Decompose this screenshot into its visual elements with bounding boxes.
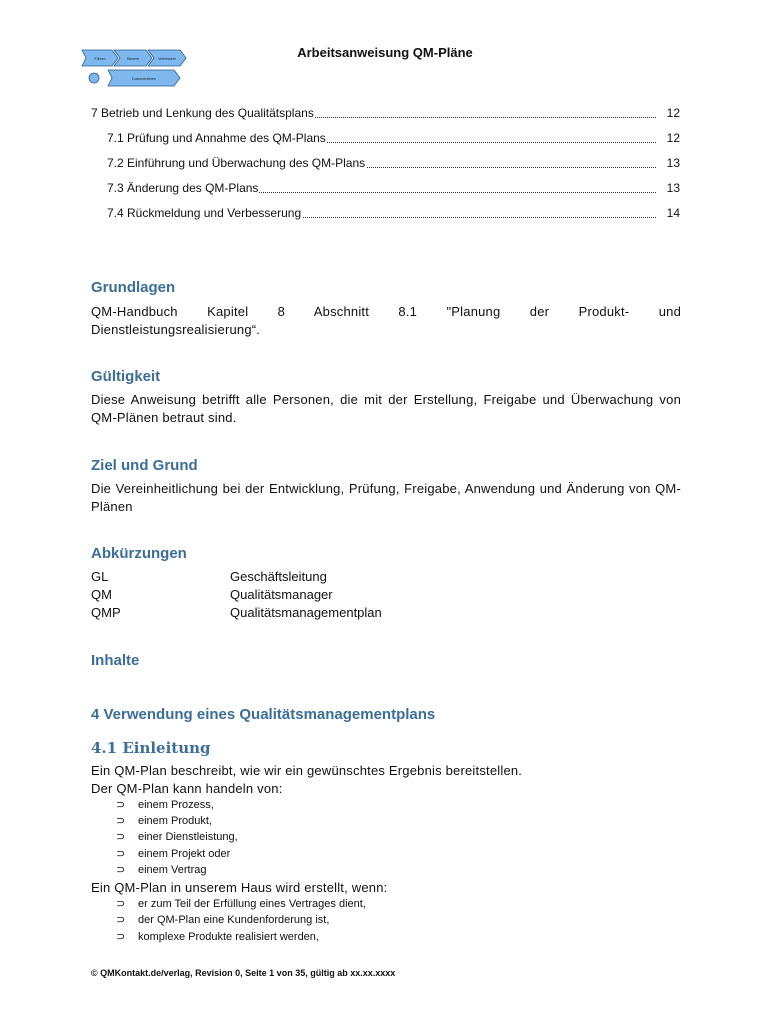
logo-label: Verbessern: [158, 57, 176, 61]
abbreviation: QM: [91, 587, 112, 602]
list-item: ⊃ einem Vertrag: [116, 864, 207, 876]
logo-label: Dokumentieren: [132, 77, 156, 81]
logo-label: Führen: [94, 57, 106, 61]
heading-gueltigkeit: Gültigkeit: [91, 368, 161, 385]
heading-chapter-4: 4 Verwendung eines Qualitätsmanagementplans: [91, 706, 436, 723]
toc-entry-text: 7.3 Änderung des QM-Plans: [107, 181, 259, 195]
abbreviation: QMP: [91, 605, 121, 620]
list-item: ⊃ er zum Teil der Erfüllung eines Vertrages dient,: [116, 898, 366, 910]
list-item: ⊃ einem Produkt,: [116, 815, 212, 827]
arrow-bullet-icon: ⊃: [116, 799, 126, 811]
list-item: ⊃ einem Projekt oder: [116, 848, 231, 860]
abbreviation: GL: [91, 569, 109, 584]
abbreviation-meaning: Qualitätsmanagementplan: [230, 605, 382, 620]
toc-entry[interactable]: [107, 130, 680, 146]
heading-4-1: 4.1 Einleitung: [91, 739, 211, 757]
heading-grundlagen: Grundlagen: [91, 279, 176, 296]
arrow-bullet-icon: ⊃: [116, 831, 126, 843]
list-item: ⊃ komplexe Produkte realisiert werden,: [116, 931, 319, 943]
list-item: ⊃ der QM-Plan eine Kundenforderung ist,: [116, 914, 330, 926]
arrow-bullet-icon: ⊃: [116, 898, 126, 910]
toc-entry[interactable]: [91, 105, 680, 121]
toc-entry[interactable]: [107, 205, 680, 221]
grundlagen-line-1: QM-Handbuch Kapitel 8 Abschnitt 8.1 "Planung der Produkt- und: [91, 304, 681, 319]
gueltigkeit-text: Diese Anweisung betrifft alle Personen, die mit der Erstellung, Freigabe und Überwachung von QM-Plänen betraut sind.: [91, 392, 681, 425]
toc-entry[interactable]: [107, 155, 680, 171]
heading-inhalte: Inhalte: [91, 652, 140, 669]
abbreviation-meaning: Qualitätsmanager: [230, 587, 333, 602]
toc-entry-page: 12: [664, 105, 680, 121]
toc-entry[interactable]: [107, 180, 680, 196]
toc-entry-page: 14: [664, 205, 680, 221]
einleitung-intro-2: Der QM-Plan kann handeln von:: [91, 781, 283, 796]
heading-abkuerzungen: Abkürzungen: [91, 545, 187, 562]
toc-entry-text: 7.1 Prüfung und Annahme des QM-Plans: [107, 131, 326, 145]
einleitung-intro-1: Ein QM-Plan beschreibt, wie wir ein gewünschtes Ergebnis bereitstellen.: [91, 763, 523, 778]
abbreviation-meaning: Geschäftsleitung: [230, 569, 327, 584]
toc-entry-page: 12: [664, 130, 680, 146]
page-footer: © QMKontakt.de/verlag, Revision 0, Seite 1 von 35, gültig ab xx.xx.xxxx: [91, 968, 396, 978]
toc-entry-text: 7.2 Einführung und Überwachung des QM-Plans: [107, 156, 366, 170]
arrow-bullet-icon: ⊃: [116, 864, 126, 876]
list-item: ⊃ einem Prozess,: [116, 799, 214, 811]
logo-label: Steuern: [126, 57, 140, 61]
arrow-bullet-icon: ⊃: [116, 815, 126, 827]
grundlagen-line-2: Dienstleistungsrealisierung“.: [91, 322, 261, 337]
einleitung-intro-3: Ein QM-Plan in unserem Haus wird erstellt, wenn:: [91, 880, 388, 895]
heading-ziel-und-grund: Ziel und Grund: [91, 457, 198, 474]
list-item: ⊃ einer Dienstleistung,: [116, 831, 238, 843]
arrow-bullet-icon: ⊃: [116, 848, 126, 860]
toc-entry-page: 13: [664, 155, 680, 171]
arrow-bullet-icon: ⊃: [116, 931, 126, 943]
toc-entry-page: 13: [664, 180, 680, 196]
arrow-bullet-icon: ⊃: [116, 914, 126, 926]
document-title: Arbeitsanweisung QM-Pläne: [297, 45, 473, 60]
toc-entry-text: 7.4 Rückmeldung und Verbesserung: [107, 206, 302, 220]
toc-entry-text: 7 Betrieb und Lenkung des Qualitätsplans: [91, 106, 314, 120]
ziel-text: Die Vereinheitlichung bei der Entwicklung, Prüfung, Freigabe, Anwendung und Änderung von QM-Plänen: [91, 481, 681, 514]
